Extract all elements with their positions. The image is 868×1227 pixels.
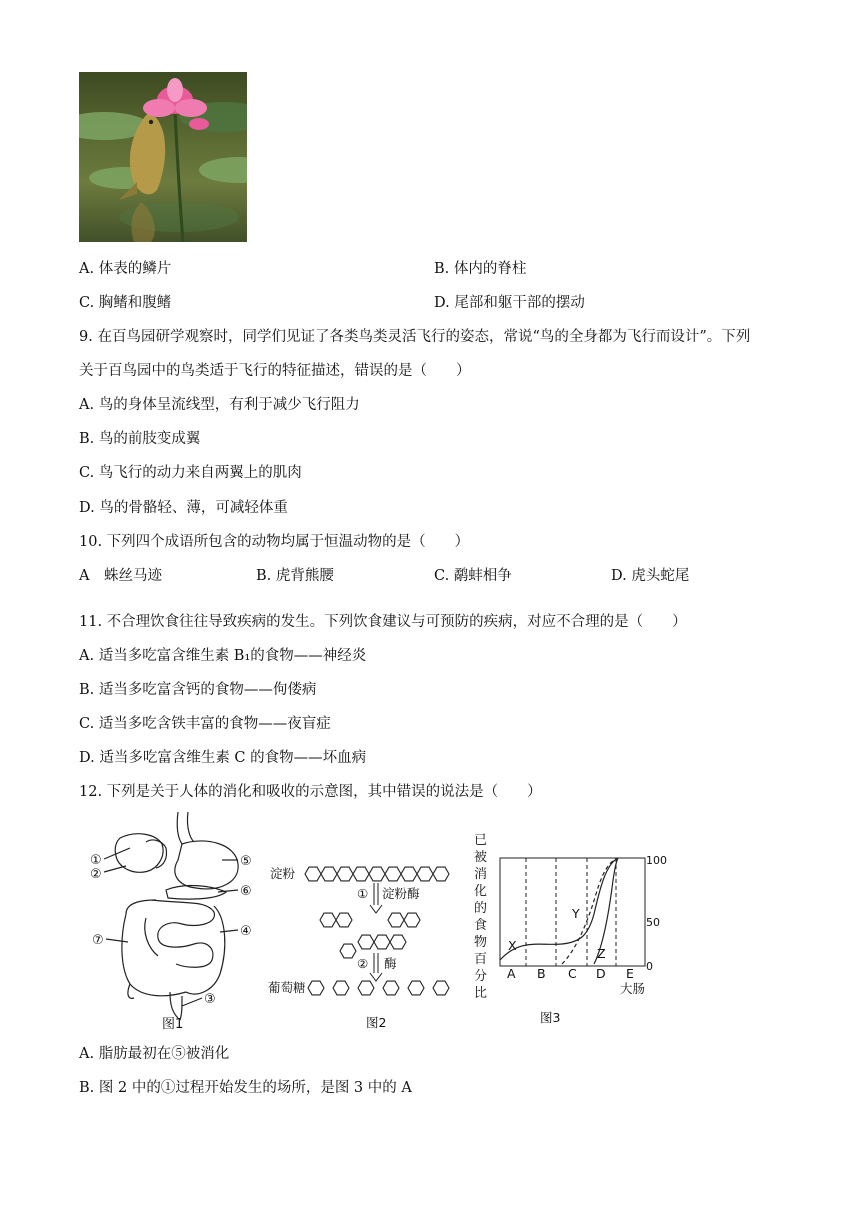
figure-1-digestive-system <box>86 808 266 1033</box>
q8-option-b: B. 体内的脊柱 <box>434 261 527 277</box>
q10-option-b: B. 虎背熊腰 <box>256 568 334 584</box>
fig1-caption: 图1 <box>162 1017 184 1032</box>
fig2-step1: ① <box>357 886 369 901</box>
q8-option-d: D. 尾部和躯干部的摆动 <box>434 295 585 311</box>
q9-stem-line1: 9. 在百鸟园研学观察时，同学们见证了各类鸟类灵活飞行的姿态，常说“鸟的全身都为飞行而设计”。下列 <box>79 329 751 345</box>
fig3-curve-z: Z <box>597 946 606 961</box>
q11-option-d: D. 适当多吃富含维生素 C 的食物——坏血病 <box>79 750 367 766</box>
fig3-ylabel-char: 的 <box>474 901 488 916</box>
q8-option-a: A. 体表的鳞片 <box>79 261 172 277</box>
fig3-ylabel-char: 被 <box>474 850 488 865</box>
fig1-label-5: ⑤ <box>240 854 252 869</box>
fig2-enzyme2: 酶 <box>384 956 397 971</box>
q11-option-c: C. 适当多吃含铁丰富的食物——夜盲症 <box>79 716 331 732</box>
fig3-ylabel-char: 食 <box>474 918 488 933</box>
fig3-xtick-c: C <box>568 966 577 981</box>
fig1-label-2: ② <box>90 867 102 882</box>
glucose-unit <box>333 981 349 995</box>
fig2-enzyme1: 淀粉酶 <box>382 886 420 901</box>
fig2-caption: 图2 <box>366 1015 387 1030</box>
fig3-ytick-100: 100 <box>646 854 667 867</box>
q12-stem: 12. 下列是关于人体的消化和吸收的示意图，其中错误的说法是（ ） <box>79 784 542 800</box>
fig3-x-extra: 大肠 <box>620 981 646 996</box>
fig3-ylabel-char: 化 <box>474 884 488 899</box>
q10-option-a: A 蛛丝马迹 <box>79 568 162 584</box>
fragment-unit <box>336 913 352 927</box>
fig3-ylabel-char: 消 <box>474 867 488 882</box>
fig3-curve-y: Y <box>572 906 580 921</box>
starch-unit <box>305 867 321 881</box>
glucose-unit <box>383 981 399 995</box>
fig3-xtick-e: E <box>626 966 634 981</box>
fig3-ylabel-char: 分 <box>474 969 488 984</box>
fig2-glucose-label: 葡萄糖 <box>268 980 306 995</box>
q11-option-a: A. 适当多吃富含维生素 B₁的食物——神经炎 <box>79 648 367 664</box>
fragment-unit <box>358 935 374 949</box>
q9-option-d: D. 鸟的骨骼轻、薄，可减轻体重 <box>79 500 288 516</box>
fig3-ytick-0: 0 <box>646 960 653 973</box>
q10-option-c: C. 鹬蚌相争 <box>434 568 512 584</box>
fig3-ytick-50: 50 <box>646 916 660 929</box>
q11-stem: 11. 不合理饮食往往导致疾病的发生。下列饮食建议与可预防的疾病，对应不合理的是（ ） <box>79 614 687 630</box>
q12-option-b: B. 图 2 中的①过程开始发生的场所，是图 3 中的 A <box>79 1080 412 1096</box>
starch-unit <box>321 867 337 881</box>
fragment-unit <box>404 913 420 927</box>
fish-lotus-photo <box>79 72 247 242</box>
starch-unit <box>433 867 449 881</box>
starch-unit <box>353 867 369 881</box>
fragment-unit <box>320 913 336 927</box>
fragment-unit <box>340 944 356 958</box>
q11-option-b: B. 适当多吃富含钙的食物——佝偻病 <box>79 682 317 698</box>
q9-option-c: C. 鸟飞行的动力来自两翼上的肌肉 <box>79 465 302 481</box>
starch-unit <box>369 867 385 881</box>
q8-option-c: C. 胸鳍和腹鳍 <box>79 295 172 311</box>
glucose-unit <box>358 981 374 995</box>
starch-unit <box>401 867 417 881</box>
fig3-ylabel-char: 比 <box>474 986 488 1001</box>
fig3-xtick-d: D <box>596 966 606 981</box>
q12-option-a: A. 脂肪最初在⑤被消化 <box>79 1046 230 1062</box>
fig3-caption: 图3 <box>540 1010 561 1025</box>
fig1-label-6: ⑥ <box>240 884 252 899</box>
fig1-label-7: ⑦ <box>92 933 104 948</box>
fig3-xtick-a: A <box>507 966 516 981</box>
fig1-label-4: ④ <box>240 924 252 939</box>
fig2-step2: ② <box>357 956 369 971</box>
starch-unit <box>417 867 433 881</box>
q9-option-b: B. 鸟的前肢变成翼 <box>79 431 201 447</box>
fig3-curve-x: X <box>508 938 517 953</box>
q9-stem-line2: 关于百鸟园中的鸟类适于飞行的特征描述，错误的是（ ） <box>79 363 471 379</box>
figure-3-digestion-chart <box>470 828 670 1028</box>
starch-unit <box>385 867 401 881</box>
q9-option-a: A. 鸟的身体呈流线型，有利于减少飞行阻力 <box>79 397 360 413</box>
fig1-label-3: ③ <box>204 992 216 1007</box>
fig3-xtick-b: B <box>537 966 546 981</box>
fragment-unit <box>388 913 404 927</box>
fig2-starch-label: 淀粉 <box>270 866 296 881</box>
starch-unit <box>337 867 353 881</box>
fig3-ylabel-char: 百 <box>474 952 488 967</box>
glucose-unit <box>308 981 324 995</box>
figure-2-starch-digestion <box>268 855 458 1035</box>
q10-stem: 10. 下列四个成语所包含的动物均属于恒温动物的是（ ） <box>79 534 470 550</box>
glucose-unit <box>408 981 424 995</box>
fig3-ylabel-char: 物 <box>474 935 488 950</box>
q10-option-d: D. 虎头蛇尾 <box>611 568 690 584</box>
glucose-unit <box>433 981 449 995</box>
fragment-unit <box>374 935 390 949</box>
fig1-label-1: ① <box>90 853 102 868</box>
fig3-ylabel-char: 已 <box>474 833 488 848</box>
fragment-unit <box>390 935 406 949</box>
